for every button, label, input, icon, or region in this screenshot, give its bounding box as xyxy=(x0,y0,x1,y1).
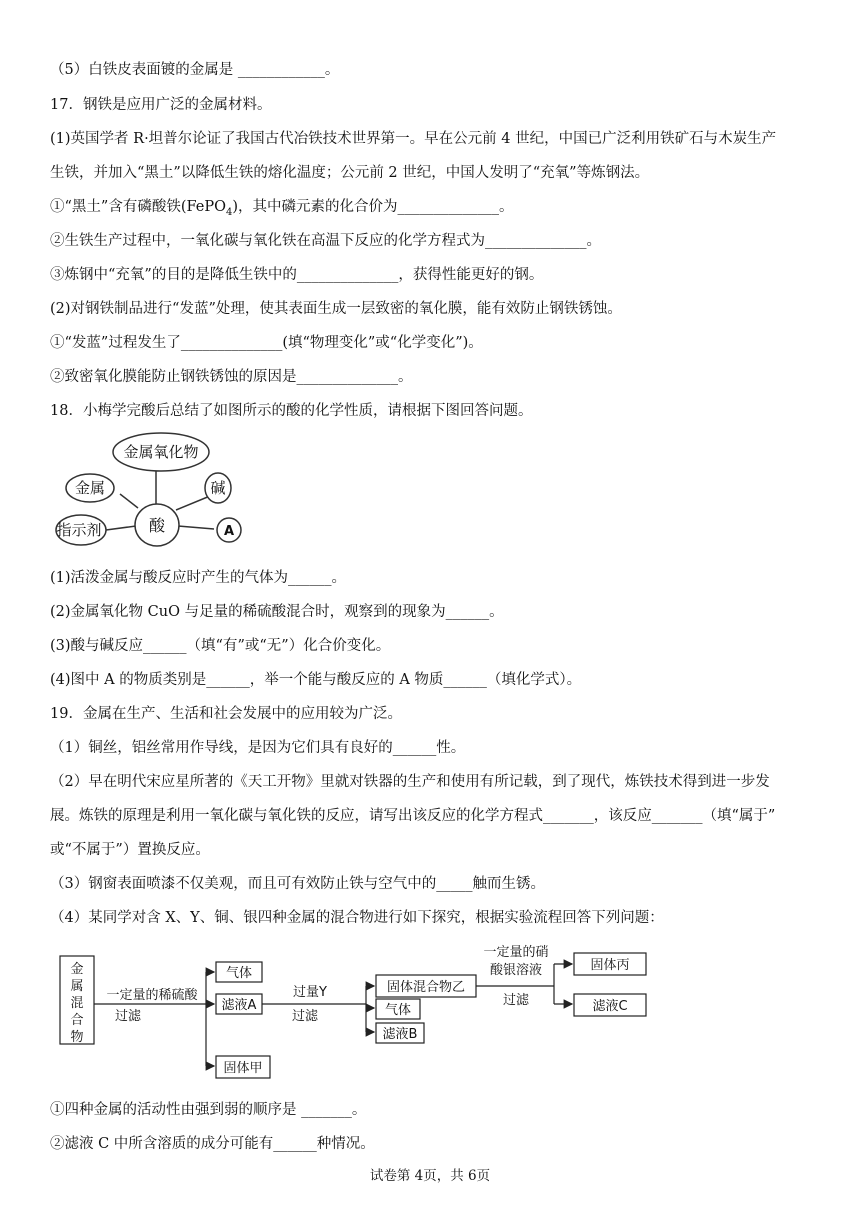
q19-4-sub2: ②滤液 C 中所含溶质的成分可能有______种情况。 xyxy=(50,1136,375,1152)
experiment-flow-diagram xyxy=(56,938,686,1084)
q19-title: 19．金属在生产、生活和社会发展中的应用较为广泛。 xyxy=(50,706,402,722)
q19-4-sub1: ①四种金属的活动性由强到弱的顺序是 _______。 xyxy=(50,1102,367,1118)
step3-label-top1: 一定量的硝 xyxy=(483,945,549,960)
label-acid: 酸 xyxy=(148,516,166,535)
link-indicator xyxy=(106,526,136,530)
q17-1-sub1-subscript: 4 xyxy=(225,206,233,218)
solid-c-label: 固体丙 xyxy=(590,958,630,973)
step1-label-bottom: 过滤 xyxy=(114,1009,142,1024)
label-metal: 金属 xyxy=(74,479,106,497)
filtrate-c-label: 滤液C xyxy=(592,999,628,1014)
label-metal-oxide: 金属氧化物 xyxy=(123,443,199,461)
q19-2-line-c: 或“不属于”）置换反应。 xyxy=(50,842,210,858)
solid-mix-b-label: 固体混合物乙 xyxy=(386,980,466,995)
q18-4: (4)图中 A 的物质类别是______，举一个能与酸反应的 A 物质______（填化学式）。 xyxy=(50,672,582,688)
filtrate-b-label: 滤液B xyxy=(382,1027,418,1042)
step2-label-top: 过量Y xyxy=(293,985,327,1000)
q17-2-sub2: ②致密氧化膜能防止钢铁锈蚀的原因是______________。 xyxy=(50,369,413,385)
gas2-label: 气体 xyxy=(384,1003,412,1018)
q18-title: 18．小梅学完酸后总结了如图所示的酸的化学性质，请根据下图回答问题。 xyxy=(50,403,533,419)
step2-label-bottom: 过滤 xyxy=(291,1009,319,1024)
mixture-char-5: 物 xyxy=(70,1030,84,1045)
step3-label-top2: 酸银溶液 xyxy=(489,963,543,978)
q16-5-line: （5）白铁皮表面镀的金属是 ____________。 xyxy=(50,62,340,78)
q17-1-line-b: 生铁，并加入“黑土”以降低生铁的熔化温度；公元前 2 世纪，中国人发明了“充氧”等炼钢法。 xyxy=(50,165,650,181)
acid-properties-diagram xyxy=(48,428,258,550)
q17-1-sub1-post: )，其中磷元素的化合价为______________。 xyxy=(232,199,514,215)
page-footer: 试卷第 4页，共 6页 xyxy=(369,1168,491,1184)
label-indicator: 指示剂 xyxy=(56,521,102,539)
label-base: 碱 xyxy=(210,479,226,497)
q17-1-line-a: (1)英国学者 R·坦普尔论证了我国古代冶铁技术世界第一。早在公元前 4 世纪，中国已广泛利用铁矿石与木炭生产 xyxy=(50,131,777,147)
q18-2: (2)金属氧化物 CuO 与足量的稀硫酸混合时，观察到的现象为______。 xyxy=(50,604,504,620)
filtrate-a-label: 滤液A xyxy=(221,998,257,1013)
q17-title: 17．钢铁是应用广泛的金属材料。 xyxy=(50,97,272,113)
q17-1-sub2: ②生铁生产过程中，一氧化碳与氧化铁在高温下反应的化学方程式为______________。 xyxy=(50,233,601,249)
q18-3: (3)酸与碱反应______（填“有”或“无”）化合价变化。 xyxy=(50,638,391,654)
q17-1-sub1-pre: ①“黑土”含有磷酸铁(FePO xyxy=(50,199,226,215)
mixture-char-1: 金 xyxy=(70,962,84,977)
link-a xyxy=(178,526,214,529)
mixture-char-4: 合 xyxy=(70,1013,84,1028)
q17-1-sub1 xyxy=(50,197,514,217)
q17-2-line: (2)对钢铁制品进行“发蓝”处理，使其表面生成一层致密的氧化膜，能有效防止钢铁锈蚀。 xyxy=(50,301,622,317)
solid-a-label: 固体甲 xyxy=(223,1061,263,1076)
q17-1-sub3: ③炼钢中“充氧”的目的是降低生铁中的______________，获得性能更好的钢。 xyxy=(50,267,544,283)
q17-2-sub1: ①“发蓝”过程发生了______________(填“物理变化”或“化学变化”)。 xyxy=(50,335,483,351)
mixture-char-2: 属 xyxy=(70,979,84,994)
mixture-char-3: 混 xyxy=(70,996,84,1011)
q19-4: （4）某同学对含 X、Y、铜、银四种金属的混合物进行如下探究，根据实验流程回答下列问题： xyxy=(50,910,664,926)
step3-label-bottom: 过滤 xyxy=(502,993,530,1008)
link-base xyxy=(176,496,210,510)
gas1-label: 气体 xyxy=(225,966,253,981)
label-a: A xyxy=(223,524,235,539)
q19-2-line-b: 展。炼铁的原理是利用一氧化碳与氧化铁的反应，请写出该反应的化学方程式_______，该反应_______（填“属于” xyxy=(50,808,776,824)
q19-2-line-a: （2）早在明代宋应星所著的《天工开物》里就对铁器的生产和使用有所记载，到了现代，炼铁技术得到进一步发 xyxy=(50,774,770,790)
link-metal xyxy=(120,494,138,508)
q19-1: （1）铜丝，铝丝常用作导线，是因为它们具有良好的______性。 xyxy=(50,740,466,756)
q18-1: (1)活泼金属与酸反应时产生的气体为______。 xyxy=(50,570,347,586)
q19-3: （3）钢窗表面喷漆不仅美观，而且可有效防止铁与空气中的_____触而生锈。 xyxy=(50,876,545,892)
step1-label-top: 一定量的稀硫酸 xyxy=(106,988,198,1003)
